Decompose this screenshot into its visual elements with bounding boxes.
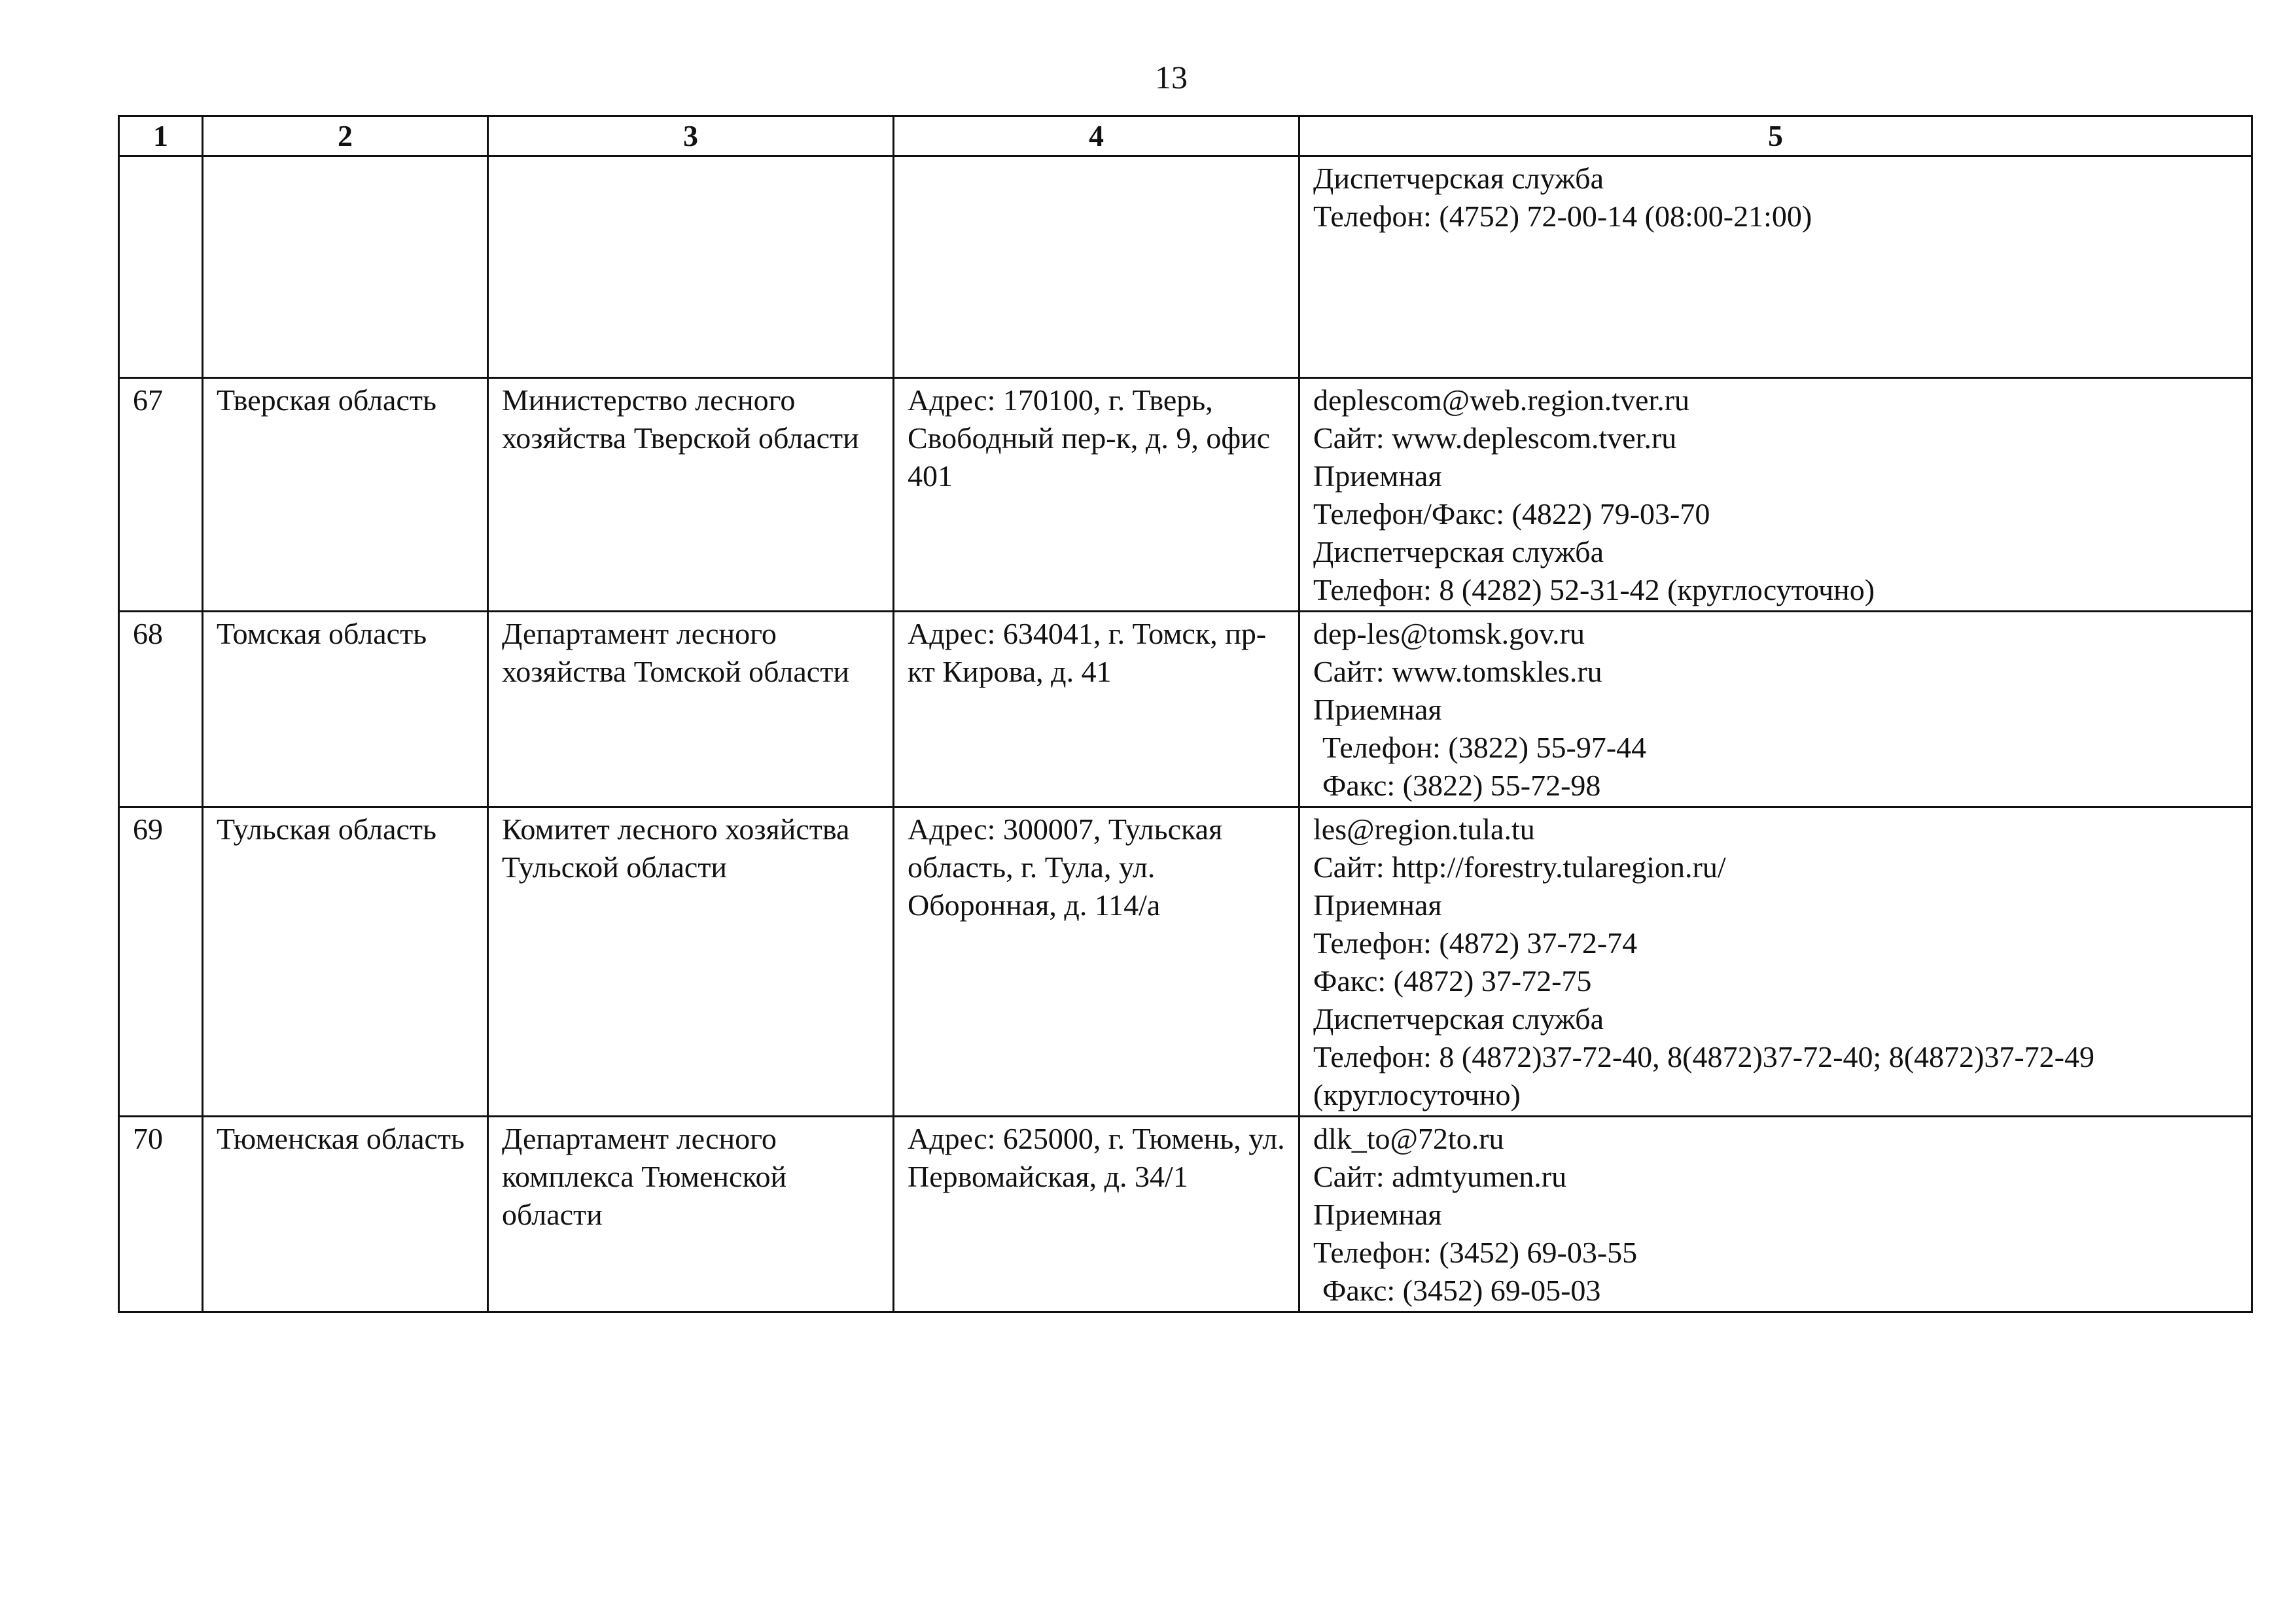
contact-line: Диспетчерская служба	[1313, 1002, 1604, 1036]
contact-line: Приемная	[1313, 693, 1442, 726]
cell-contacts	[1299, 612, 2252, 807]
table-row	[119, 612, 2252, 807]
cell-organization: Департамент лесного хозяйства Томской области	[488, 612, 894, 807]
contact-line: Телефон: (4752) 72-00-14 (08:00-21:00)	[1313, 200, 1812, 233]
cell-num: 69	[119, 807, 203, 1117]
contact-line: Приемная	[1313, 888, 1442, 922]
cell-address: Адрес: 300007, Тульская область, г. Тула, ул. Оборонная, д. 114/а	[894, 807, 1299, 1117]
cell-address	[894, 156, 1299, 378]
cell-region	[203, 156, 488, 378]
contact-site: Сайт: admtyumen.ru	[1313, 1160, 1567, 1193]
contact-line: Диспетчерская служба	[1313, 535, 1604, 568]
contact-line: Факс: (4872) 37-72-75	[1313, 964, 1592, 998]
cell-address: Адрес: 625000, г. Тюмень, ул. Первомайская, д. 34/1	[894, 1117, 1299, 1312]
contact-line: Приемная	[1313, 1198, 1442, 1231]
contact-line: Телефон: (4872) 37-72-74	[1313, 926, 1638, 960]
contact-line: Факс: (3452) 69-05-03	[1322, 1274, 1601, 1307]
forestry-contacts-table	[118, 115, 2253, 1313]
table-row-continuation	[119, 156, 2252, 378]
contact-email: deplescom@web.region.tver.ru	[1313, 383, 1690, 417]
cell-organization: Департамент лесного комплекса Тюменской области	[488, 1117, 894, 1312]
header-col-1: 1	[119, 116, 203, 156]
cell-contacts	[1299, 378, 2252, 612]
cell-num: 68	[119, 612, 203, 807]
cell-organization: Комитет лесного хозяйства Тульской области	[488, 807, 894, 1117]
contact-line: Телефон/Факс: (4822) 79-03-70	[1313, 497, 1710, 531]
cell-address: Адрес: 170100, г. Тверь, Свободный пер-к, д. 9, офис 401	[894, 378, 1299, 612]
cell-organization: Министерство лесного хозяйства Тверской области	[488, 378, 894, 612]
contact-email: les@region.tula.tu	[1313, 812, 1535, 846]
contact-line: Приемная	[1313, 459, 1442, 493]
table-row	[119, 807, 2252, 1117]
cell-region: Тульская область	[203, 807, 488, 1117]
contact-line: Телефон: (3452) 69-03-55	[1313, 1236, 1638, 1269]
contact-line: Телефон: (3822) 55-97-44	[1322, 731, 1647, 764]
cell-address: Адрес: 634041, г. Томск, пр-кт Кирова, д. 41	[894, 612, 1299, 807]
cell-num: 67	[119, 378, 203, 612]
header-col-3: 3	[488, 116, 894, 156]
header-col-5: 5	[1299, 116, 2252, 156]
cell-num	[119, 156, 203, 378]
contact-line: Телефон: 8 (4872)37-72-40, 8(4872)37-72-40; 8(4872)37-72-49	[1313, 1040, 2095, 1073]
cell-region: Тверская область	[203, 378, 488, 612]
cell-region: Томская область	[203, 612, 488, 807]
cell-region: Тюменская область	[203, 1117, 488, 1312]
cell-organization	[488, 156, 894, 378]
cell-contacts	[1299, 807, 2252, 1117]
contact-email: dep-les@tomsk.gov.ru	[1313, 617, 1585, 650]
contact-email: dlk_to@72to.ru	[1313, 1122, 1504, 1155]
header-col-2: 2	[203, 116, 488, 156]
cell-num: 70	[119, 1117, 203, 1312]
contact-site: Сайт: www.deplescom.tver.ru	[1313, 421, 1677, 455]
table-header-row	[119, 116, 2252, 156]
table-row	[119, 378, 2252, 612]
contact-site: Сайт: http://forestry.tularegion.ru/	[1313, 850, 1726, 884]
contact-line: (круглосуточно)	[1313, 1078, 1521, 1111]
contact-line: Факс: (3822) 55-72-98	[1322, 769, 1601, 802]
contact-line: Диспетчерская служба	[1313, 162, 1604, 195]
contact-line: Телефон: 8 (4282) 52-31-42 (круглосуточно)	[1313, 573, 1875, 606]
cell-contacts	[1299, 1117, 2252, 1312]
page-number: 13	[1155, 59, 1188, 96]
cell-contacts	[1299, 156, 2252, 378]
header-col-4: 4	[894, 116, 1299, 156]
contact-site: Сайт: www.tomskles.ru	[1313, 655, 1602, 688]
table-row	[119, 1117, 2252, 1312]
